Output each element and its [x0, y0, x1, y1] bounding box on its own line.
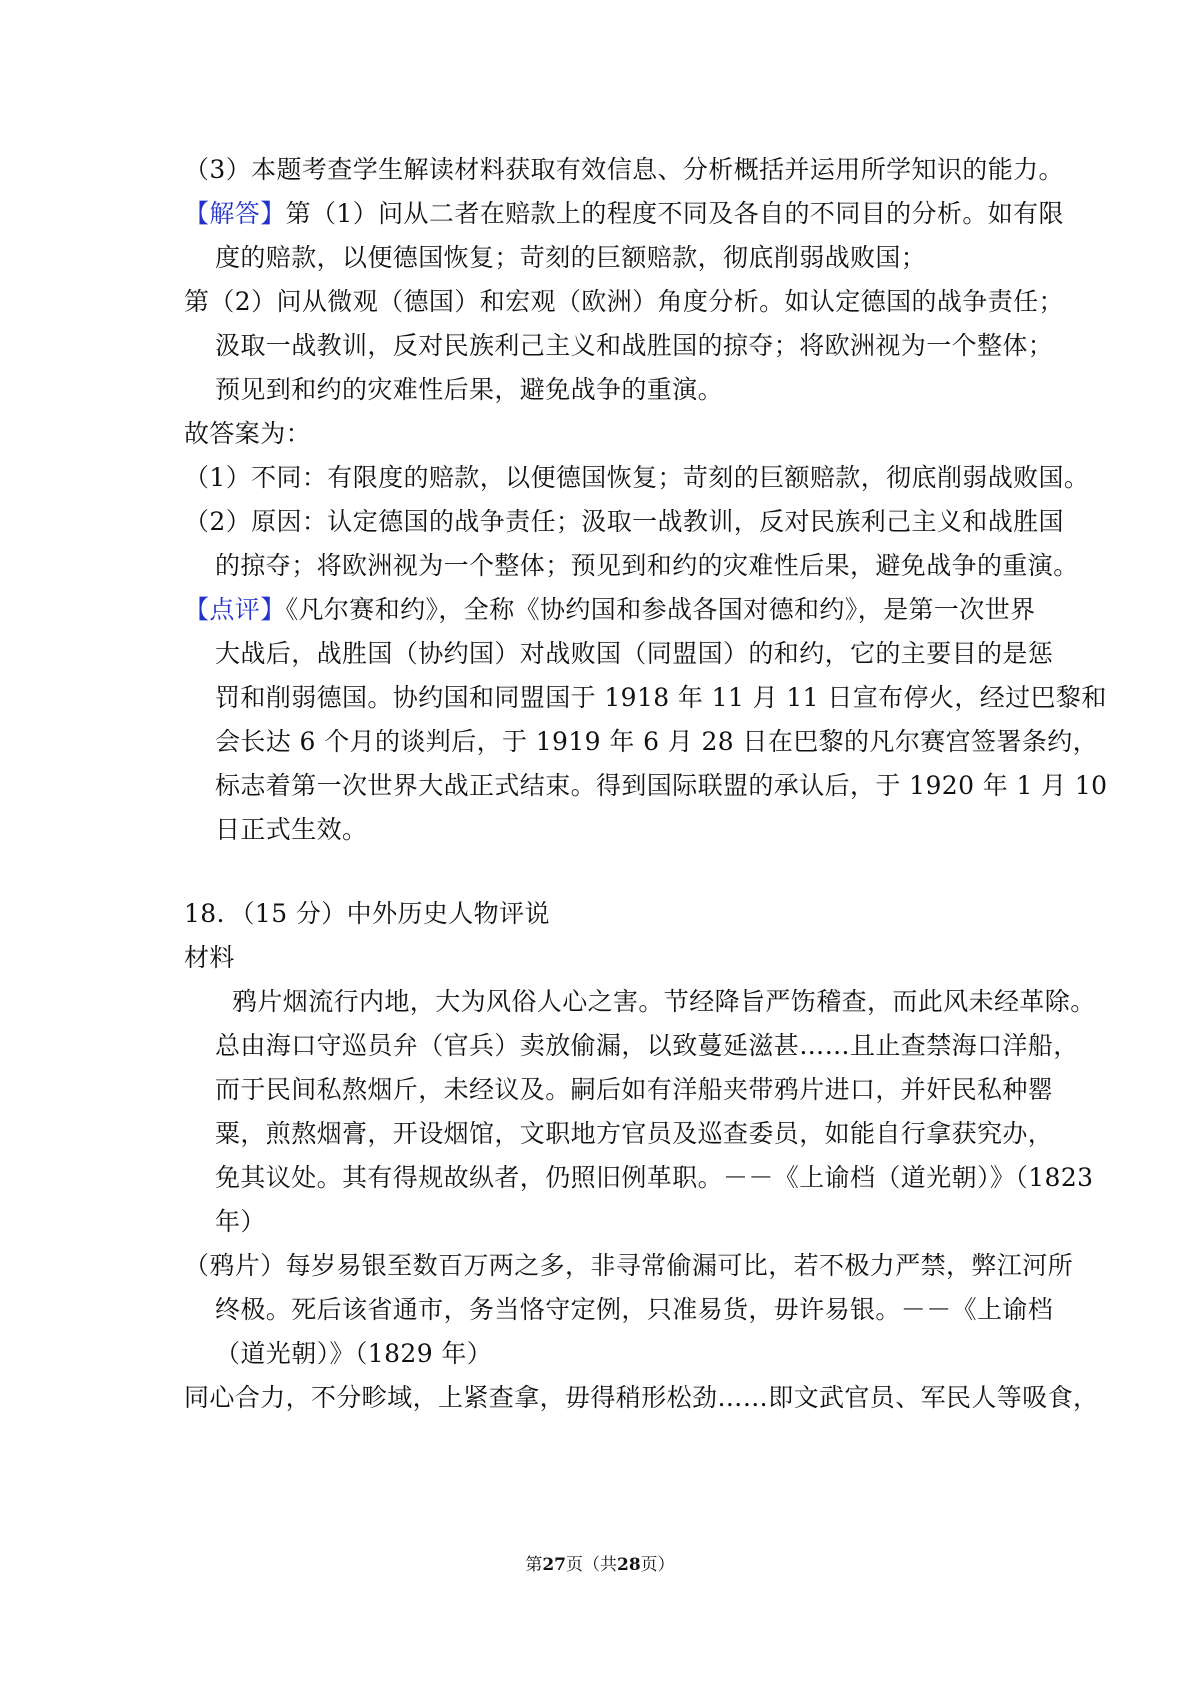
material-2-line-3: （道光朝）》（1829 年） — [215, 1339, 493, 1368]
question-18-title: 18．（15 分）中外历史人物评说 — [184, 899, 550, 928]
answer-line-4: 汲取一战教训，反对民族利己主义和战胜国的掠夺；将欧洲视为一个整体； — [215, 331, 1054, 360]
material-label: 材料 — [184, 943, 235, 972]
material-2-line-1: （鸦片）每岁易银至数百万两之多，非寻常偷漏可比，若不极力严禁，弊江河所 — [184, 1251, 1074, 1280]
comment-line-3: 罚和削弱德国。协约国和同盟国于 1918 年 11 月 11 日宣布停火，经过巴黎和 — [215, 683, 1107, 712]
footer-middle: 页（共 — [566, 1555, 617, 1575]
material-3-line-1: 同心合力，不分畛域，上紧查拿，毋得稍形松劲……即文武官员、军民人等吸食， — [184, 1383, 1099, 1412]
answer-line-5: 预见到和约的灾难性后果，避免战争的重演。 — [215, 375, 724, 404]
footer-prefix: 第 — [525, 1555, 543, 1575]
material-1-line-2: 总由海口守巡员弁（官兵）卖放偷漏，以致蔓延滋甚……且止查禁海口洋船， — [215, 1031, 1079, 1060]
answer-item-2-line-2: 的掠夺；将欧洲视为一个整体；预见到和约的灾难性后果，避免战争的重演。 — [215, 551, 1079, 580]
answer-line-2: 度的赔款，以便德国恢复；苛刻的巨额赔款，彻底削弱战败国； — [215, 243, 927, 272]
comment-line-6: 日正式生效。 — [215, 815, 368, 844]
page-footer — [0, 1553, 1200, 1577]
answer-line-3: 第（2）问从微观（德国）和宏观（欧洲）角度分析。如认定德国的战争责任； — [184, 287, 1064, 316]
answer-tag: 【解答】 — [184, 199, 286, 228]
material-1-line-6: 年） — [215, 1207, 266, 1236]
material-1-line-5: 免其议处。其有得规故纵者，仍照旧例革职。－－《上谕档（道光朝）》（1823 — [215, 1163, 1094, 1192]
comment-line-4: 会长达 6 个月的谈判后，于 1919 年 6 月 28 日在巴黎的凡尔赛宫签署条约， — [215, 727, 1099, 756]
answer-line-1 — [184, 198, 1064, 230]
footer-page-number: 27 — [542, 1555, 566, 1575]
answer-item-1: （1）不同：有限度的赔款，以便德国恢复；苛刻的巨额赔款，彻底削弱战败国。 — [184, 463, 1090, 492]
material-1-line-4: 粟，煎熬烟膏，开设烟馆，文职地方官员及巡查委员，如能自行拿获究办， — [215, 1119, 1054, 1148]
material-1-line-1: 鸦片烟流行内地，大为风俗人心之害。节经降旨严饬稽查，而此风未经革除。 — [232, 987, 1096, 1016]
footer-total-pages: 28 — [617, 1555, 641, 1575]
answer-item-2-line-1: （2）原因：认定德国的战争责任；汲取一战教训，反对民族利己主义和战胜国 — [184, 507, 1064, 536]
comment-line-5: 标志着第一次世界大战正式结束。得到国际联盟的承认后，于 1920 年 1 月 10 — [215, 771, 1108, 800]
footer-suffix: 页） — [640, 1555, 675, 1575]
comment-tag: 【点评】 — [184, 595, 286, 624]
comment-line-1 — [184, 594, 1064, 626]
material-1-line-3: 而于民间私熬烟斤，未经议及。嗣后如有洋船夹带鸦片进口，并奸民私种罂 — [215, 1075, 1054, 1104]
material-2-line-2: 终极。死后该省通市，务当恪守定例，只准易货，毋许易银。－－《上谕档 — [215, 1295, 1054, 1324]
comment-line-1-text: 《凡尔赛和约》，全称《协约国和参战各国对德和约》，是第一次世界 — [285, 595, 1036, 624]
answer-conclusion: 故答案为： — [184, 419, 312, 448]
answer-line-1-text: 第（1）问从二者在赔款上的程度不同及各自的不同目的分析。如有限 — [285, 199, 1064, 228]
comment-line-2: 大战后，战胜国（协约国）对战败国（同盟国）的和约，它的主要目的是惩 — [215, 639, 1054, 668]
analysis-point-3: （3）本题考查学生解读材料获取有效信息、分析概括并运用所学知识的能力。 — [184, 155, 1064, 184]
